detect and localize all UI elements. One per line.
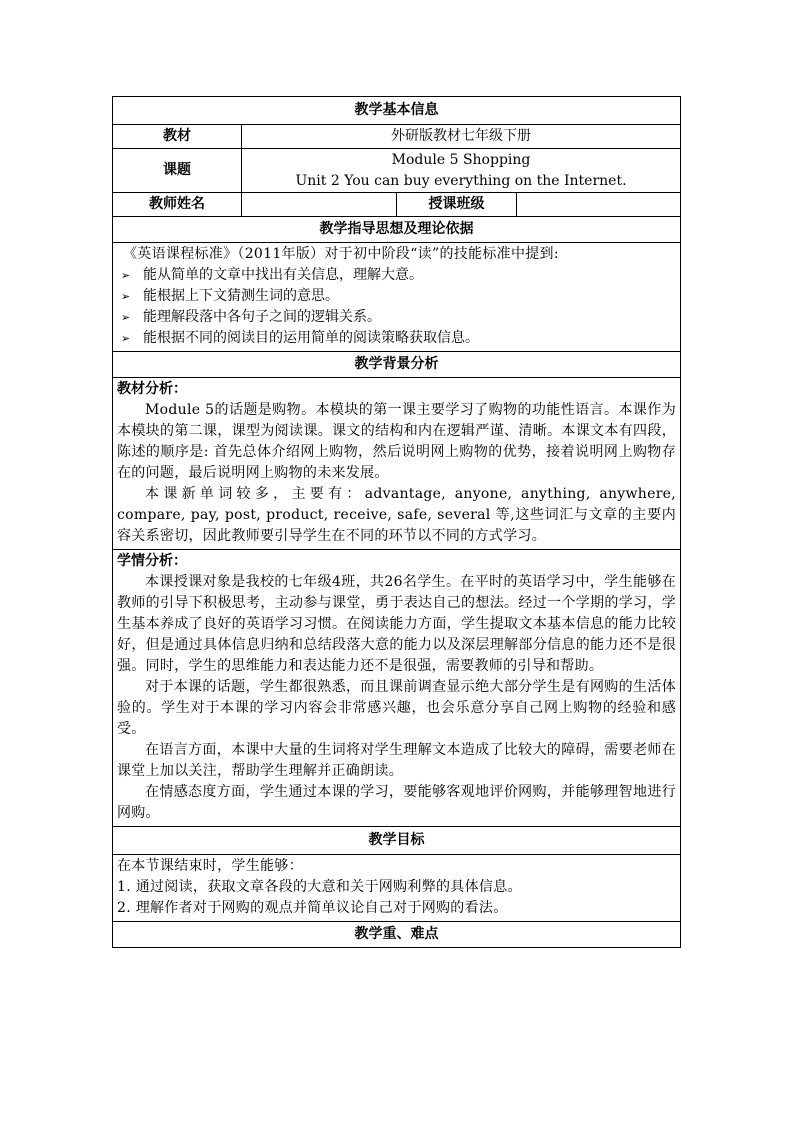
class-value [517, 193, 681, 217]
arrow-bullet-icon: ➢ [121, 269, 131, 282]
material-paragraph: Module 5的话题是购物。本模块的第一课主要学习了购物的功能性语言。本课作为本模块的第二课，课型为阅读课。课文的结构和内在逻辑严谨、清晰。本课文本有四段，陈述的顺序是: 首先总体介绍网上购物，然后说明网上购物的优势，接着说明网上购物存在的问题，最后说明网上购物的未来发展。 [117, 402, 677, 481]
theory-heading: 教学指导思想及理论依据 [113, 217, 681, 243]
topic-unit: Unit 2 You can buy everything on the Internet. [295, 172, 627, 189]
topic-value [242, 149, 681, 193]
list-item: ➢ 能从简单的文章中找出有关信息，理解大意。 [117, 265, 676, 286]
objectives-content [113, 855, 681, 922]
teacher-label: 教师姓名 [113, 193, 242, 217]
list-item: 2. 理解作者对于网购的观点并简单议论自己对于网购的看法。 [117, 900, 508, 916]
list-item: ➢ 能根据上下文猜测生词的意思。 [117, 286, 676, 307]
theory-header-row [113, 217, 681, 243]
lesson-plan-page [112, 96, 680, 948]
student-paragraph: 对于本课的话题，学生都很熟悉，而且课前调查显示绝大部分学生是有网购的生活体验的。学生对于本课的学习内容会非常感兴趣，也会乐意分享自己网上购物的经验和感受。 [117, 679, 677, 737]
material-paragraph: 本课新单词较多，主要有：advantage, anyone, anything, anywhere, compare, pay, post, product, receive, safe, several 等,这些词汇与文章的主要内容关系密切，因此教师要引导学生在不同的环节以不同的方式学习。 [117, 486, 677, 544]
list-item: ➢ 能理解段落中各句子之间的逻辑关系。 [117, 307, 676, 328]
textbook-row [113, 125, 681, 149]
background-header-row [113, 352, 681, 378]
teacher-row [113, 193, 681, 217]
textbook-value: 外研版教材七年级下册 [242, 125, 681, 149]
class-label: 授课班级 [397, 193, 517, 217]
theory-list [117, 265, 676, 349]
objectives-content-row [113, 855, 681, 922]
textbook-label: 教材 [113, 125, 242, 149]
theory-intro: 《英语课程标准》（2011年版）对于初中阶段“读”的技能标准中提到: [123, 246, 559, 262]
student-analysis [113, 550, 681, 827]
objectives-header-row [113, 827, 681, 855]
theory-content-row [113, 243, 681, 352]
arrow-bullet-icon: ➢ [121, 332, 131, 345]
objectives-intro: 在本节课结束时，学生能够： [117, 858, 303, 874]
lesson-plan-table [112, 96, 681, 948]
theory-content [113, 243, 681, 352]
student-analysis-row [113, 550, 681, 827]
topic-module: Module 5 Shopping [391, 151, 531, 168]
background-heading: 教学背景分析 [113, 352, 681, 378]
topic-row [113, 149, 681, 193]
material-analysis-row [113, 378, 681, 550]
arrow-bullet-icon: ➢ [121, 311, 131, 324]
list-item: 1. 通过阅读，获取文章各段的大意和关于网购利弊的具体信息。 [117, 879, 522, 895]
keypoints-header-row [113, 922, 681, 948]
list-item: ➢ 能根据不同的阅读目的运用简单的阅读策略获取信息。 [117, 328, 676, 349]
basic-info-heading: 教学基本信息 [113, 97, 681, 125]
material-analysis-title: 教材分析： [117, 381, 187, 397]
basic-info-header-row [113, 97, 681, 125]
material-analysis [113, 378, 681, 550]
arrow-bullet-icon: ➢ [121, 290, 131, 303]
student-paragraph: 在情感态度方面，学生通过本课的学习，要能够客观地评价网购，并能够理智地进行网购。 [117, 784, 677, 821]
student-paragraph: 在语言方面，本课中大量的生词将对学生理解文本造成了比较大的障碍，需要老师在课堂上加以关注，帮助学生理解并正确朗读。 [117, 742, 677, 779]
student-analysis-title: 学情分析： [117, 553, 187, 569]
topic-label: 课题 [113, 149, 242, 193]
keypoints-heading: 教学重、难点 [113, 922, 681, 948]
student-paragraph: 本课授课对象是我校的七年级4班，共26名学生。在平时的英语学习中，学生能够在教师的引导下积极思考，主动参与课堂，勇于表达自己的想法。经过一个学期的学习，学生基本养成了良好的英语学习习惯。在阅读能力方面，学生提取文本基本信息的能力比较好，但是通过具体信息归纳和总结段落大意的能力以及深层理解部分信息的能力还不是很强。同时，学生的思维能力和表达能力还不是很强，需要教师的引导和帮助。 [117, 574, 677, 674]
objectives-heading: 教学目标 [113, 827, 681, 855]
teacher-value [242, 193, 397, 217]
